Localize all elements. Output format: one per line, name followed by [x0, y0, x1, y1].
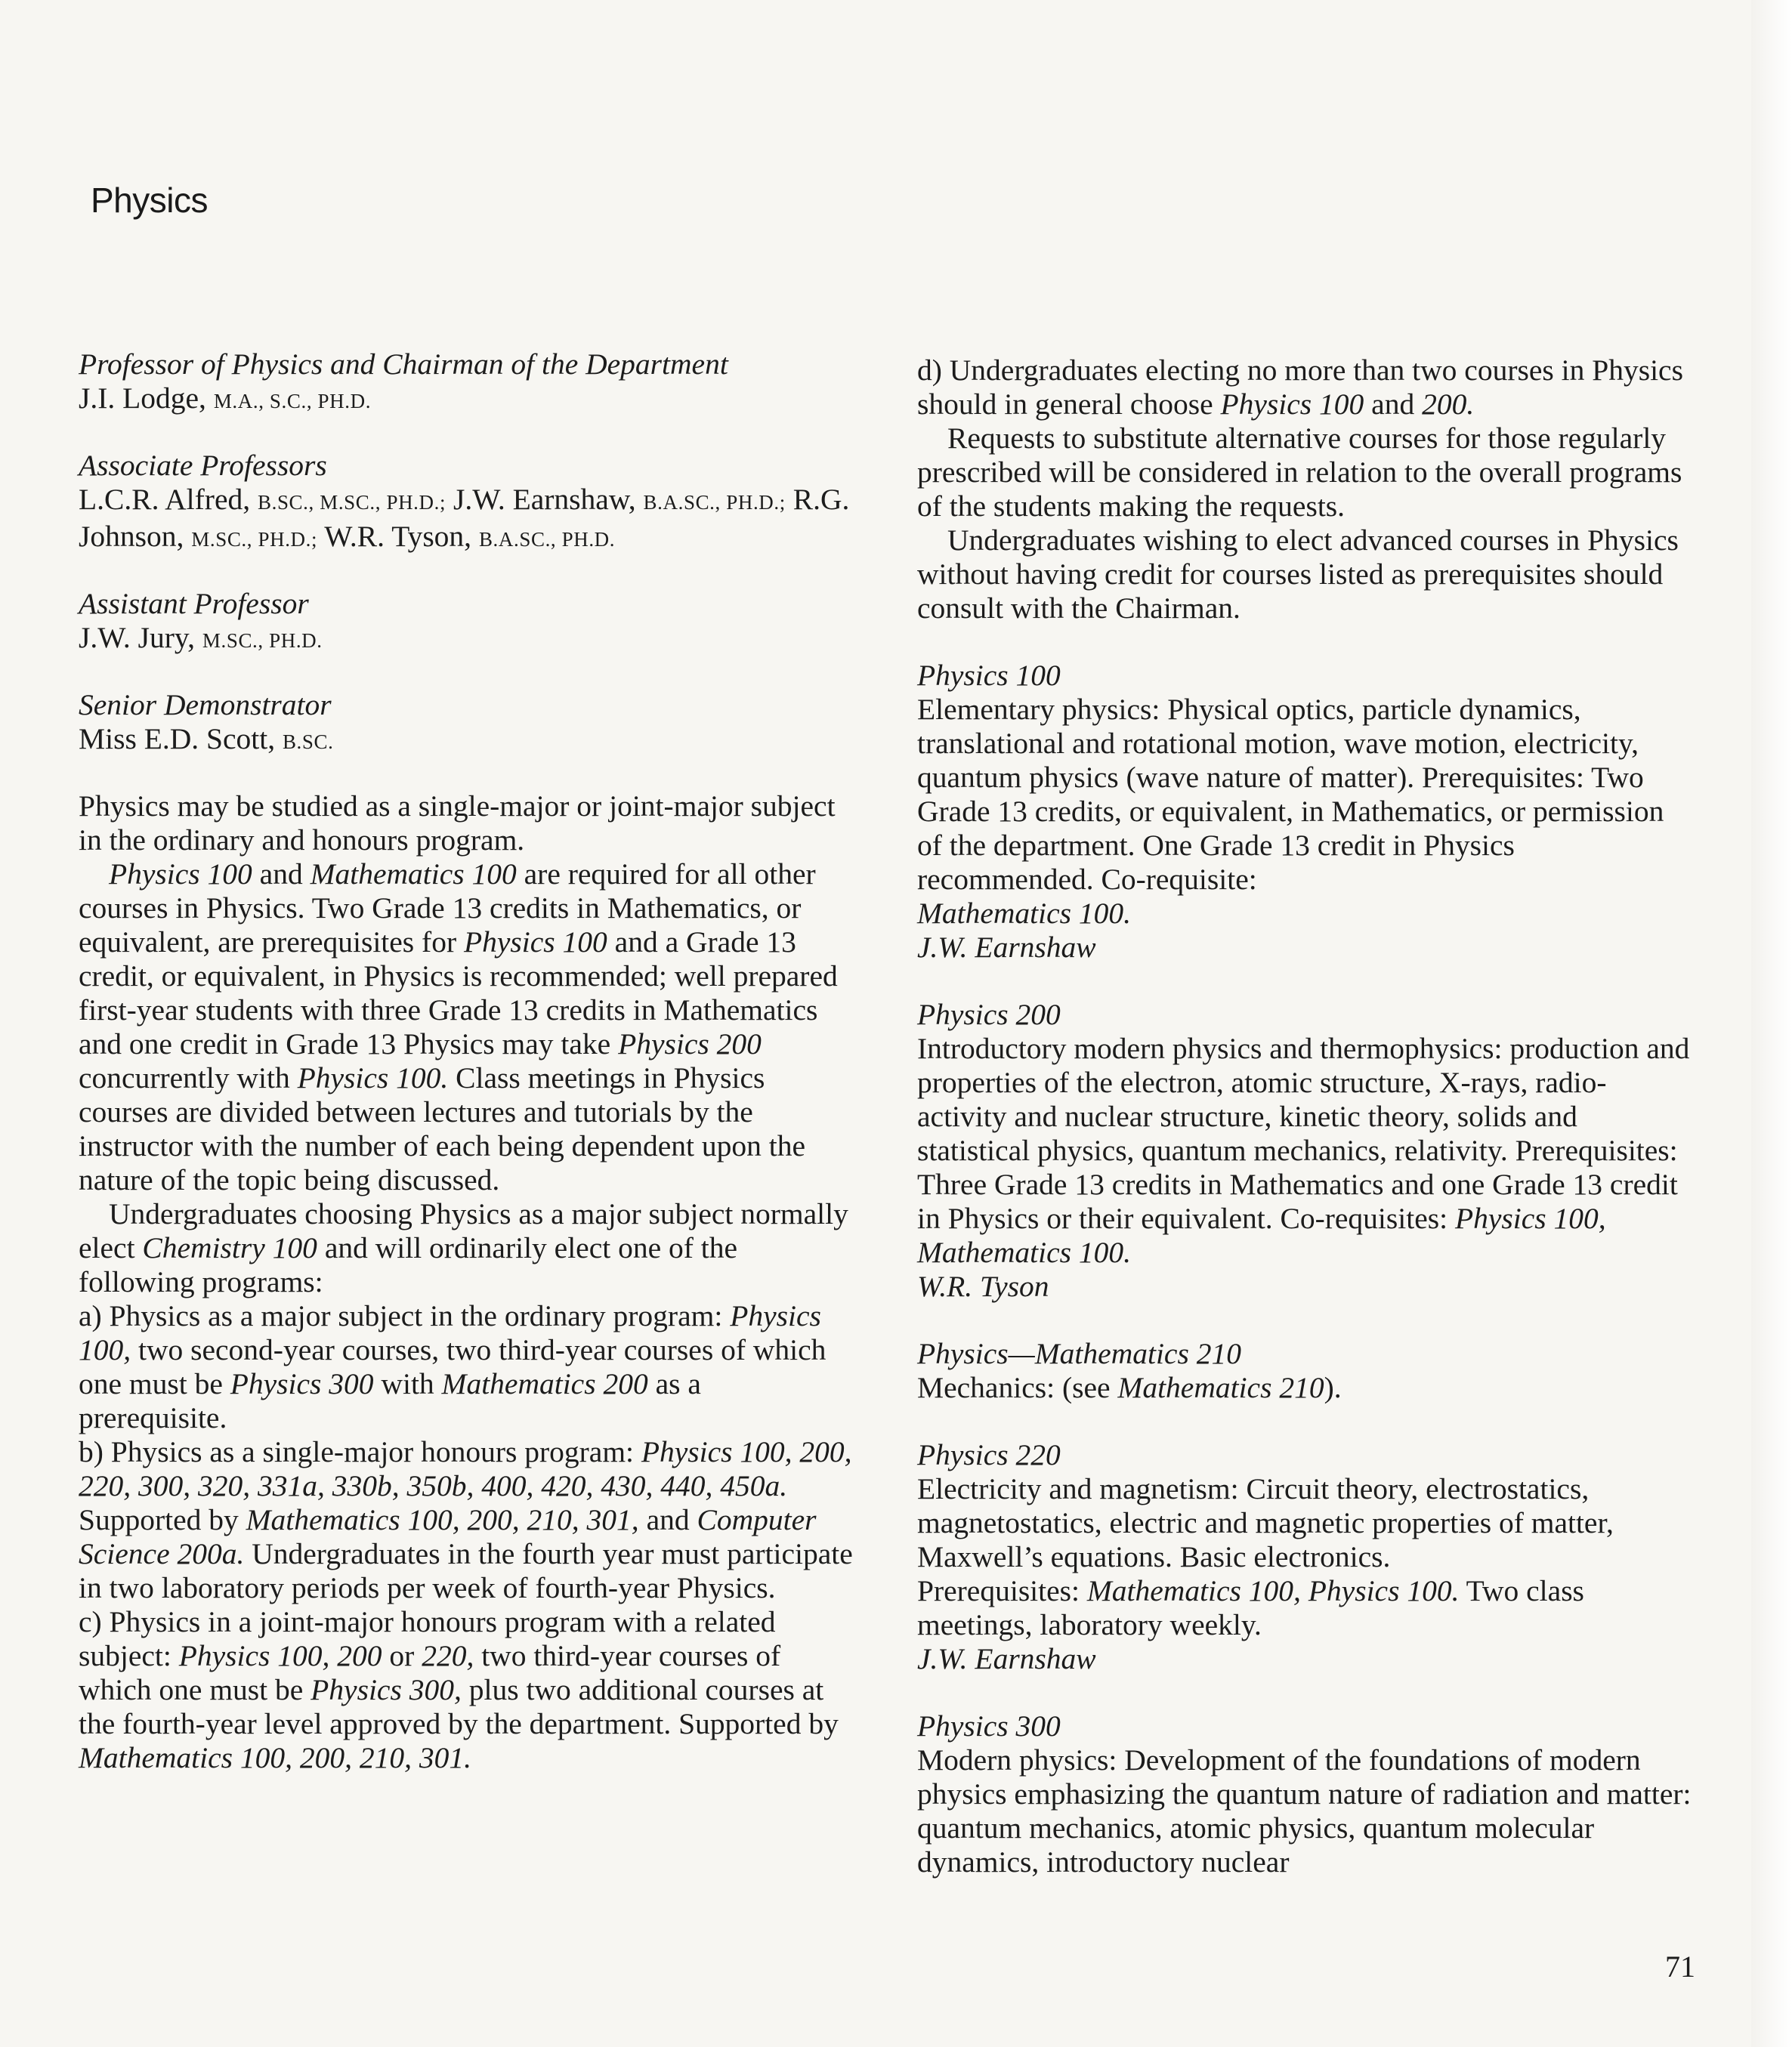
professor-degrees: M.A., S.C., PH.D.	[213, 390, 372, 412]
course-title: Physics 100	[917, 659, 1061, 692]
associate-degrees: B.SC., M.SC., PH.D.;	[257, 491, 446, 514]
faculty-assistant	[79, 621, 857, 658]
requirements-paragraph: Physics 100 and Mathematics 100 are required for all other courses in Physics. Two Grade 13 credits in Mathematics, or equivalent, are prerequisites for Physics 100 and a Grade 13 credit, or equivalent, in Physics is recommended; well prepared first-year students with three Grade 13 credits in Mathematics and one credit in Grade 13 Physics may take Physics 200 concurrently with Physics 100. Class meetings in Physics courses are divided between lectures and tutorials by the instructor with the number of each being dependent upon the nature of the topic being discussed.	[79, 857, 838, 1196]
left-column	[79, 347, 857, 1775]
page-number: 71	[1665, 1950, 1695, 1984]
page-edge	[1751, 0, 1792, 2047]
intro-paragraph: Physics may be studied as a single-major or joint-major subject in the ordinary and honours program.	[79, 789, 836, 857]
course-description: Elementary physics: Physical optics, particle dynamics, translational and rotational motion, wave motion, electricity, quantum physics (wave nature of matter). Prerequisites: Two Grade 13 credits, or equivalent, in Mathematics, or permission of the department. One Grade 13 credit in Physics recommended. Co-requisite:	[917, 693, 1664, 896]
course-title: Physics 200	[917, 998, 1061, 1031]
faculty-demonstrator	[79, 722, 857, 759]
associate-degrees: B.A.SC., PH.D.	[478, 528, 616, 551]
substitution-paragraph: Requests to substitute alternative courses for those regularly prescribed will be considered in relation to the overall programs of the students making the requests.	[917, 421, 1682, 523]
associate-name: L.C.R. Alfred,	[79, 483, 251, 516]
associate-degrees: B.A.SC., PH.D.;	[643, 491, 786, 514]
program-d: d) Undergraduates electing no more than two courses in Physics should in general choose Physics 100 and 200.	[917, 354, 1683, 421]
right-column	[917, 354, 1695, 1879]
course-title: Physics 300	[917, 1709, 1061, 1743]
program-a: a) Physics as a major subject in the ordinary program: Physics 100, two second-year courses, two third-year courses of which one must be Physics 300 with Mathematics 200 as a prerequisite.	[79, 1299, 826, 1434]
course-description: Electricity and magnetism: Circuit theory, electrostatics, magnetostatics, electric and magnetic properties of matter, Maxwell’s equations. Basic electronics.	[917, 1472, 1614, 1573]
course-corequisite: Mathematics 100.	[917, 897, 1132, 930]
faculty-professor-title: Professor of Physics and Chairman of the Department	[79, 347, 728, 381]
program-b: b) Physics as a single-major honours program: Physics 100, 200, 220, 300, 320, 331a, 330b, 350b, 400, 420, 430, 440, 450a. Supported by Mathematics 100, 200, 210, 301, and Computer Science 200a. Undergraduates in the fourth year must participate in two laboratory periods per week of fourth-year Physics.	[79, 1435, 853, 1604]
course-title: Physics—Mathematics 210	[917, 1337, 1241, 1370]
faculty-assistant-title: Assistant Professor	[79, 587, 309, 620]
associate-name: R.G. Johnson,	[79, 483, 850, 553]
course-instructor: J.W. Earnshaw	[917, 1642, 1096, 1675]
course-description: Introductory modern physics and thermophysics: production and properties of the electron, atomic structure, X-rays, radio-activity and nuclear structure, kinetic theory, solids and statistical physics, quantum mechanics, relativity. Prerequisites: Three Grade 13 credits in Mathematics and one Grade 13 credit in Physics or their equivalent. Co-requisites: Physics 100, Mathematics 100.	[917, 1032, 1690, 1269]
professor-name: J.I. Lodge,	[79, 381, 206, 415]
faculty-associates	[79, 483, 857, 557]
demonstrator-name: Miss E.D. Scott,	[79, 722, 276, 755]
associate-name: W.R. Tyson,	[324, 520, 472, 553]
faculty-demonstrator-title: Senior Demonstrator	[79, 688, 332, 721]
assistant-name: J.W. Jury,	[79, 621, 195, 654]
advanced-courses-paragraph: Undergraduates wishing to elect advanced courses in Physics without having credit for courses listed as prerequisites should consult with the Chairman.	[917, 523, 1679, 625]
programs-paragraph: Undergraduates choosing Physics as a major subject normally elect Chemistry 100 and will ordinarily elect one of the following programs:	[79, 1197, 848, 1298]
course-description: Modern physics: Development of the foundations of modern physics emphasizing the quantum nature of radiation and matter: quantum mechanics, atomic physics, quantum molecular dynamics, introductory nuclear	[917, 1743, 1692, 1879]
course-instructor: J.W. Earnshaw	[917, 931, 1096, 964]
course-title: Physics 220	[917, 1438, 1061, 1471]
course-description: Mechanics: (see Mathematics 210).	[917, 1371, 1342, 1404]
course-prerequisites: Prerequisites: Mathematics 100, Physics 100. Two class meetings, laboratory weekly.	[917, 1574, 1584, 1641]
associate-name: J.W. Earnshaw,	[453, 483, 636, 516]
course-instructor: W.R. Tyson	[917, 1270, 1049, 1303]
assistant-degrees: M.SC., PH.D.	[202, 629, 323, 652]
program-c: c) Physics in a joint-major honours program with a related subject: Physics 100, 200 or 220, two third-year courses of which one must be Physics 300, plus two additional courses at the fourth-year level approved by the department. Supported by Mathematics 100, 200, 210, 301.	[79, 1605, 839, 1774]
demonstrator-degrees: B.SC.	[282, 730, 334, 753]
page-title: Physics	[91, 181, 208, 220]
faculty-associate-title: Associate Professors	[79, 449, 327, 482]
associate-degrees: M.SC., PH.D.;	[191, 528, 318, 551]
faculty-professor	[79, 381, 857, 418]
